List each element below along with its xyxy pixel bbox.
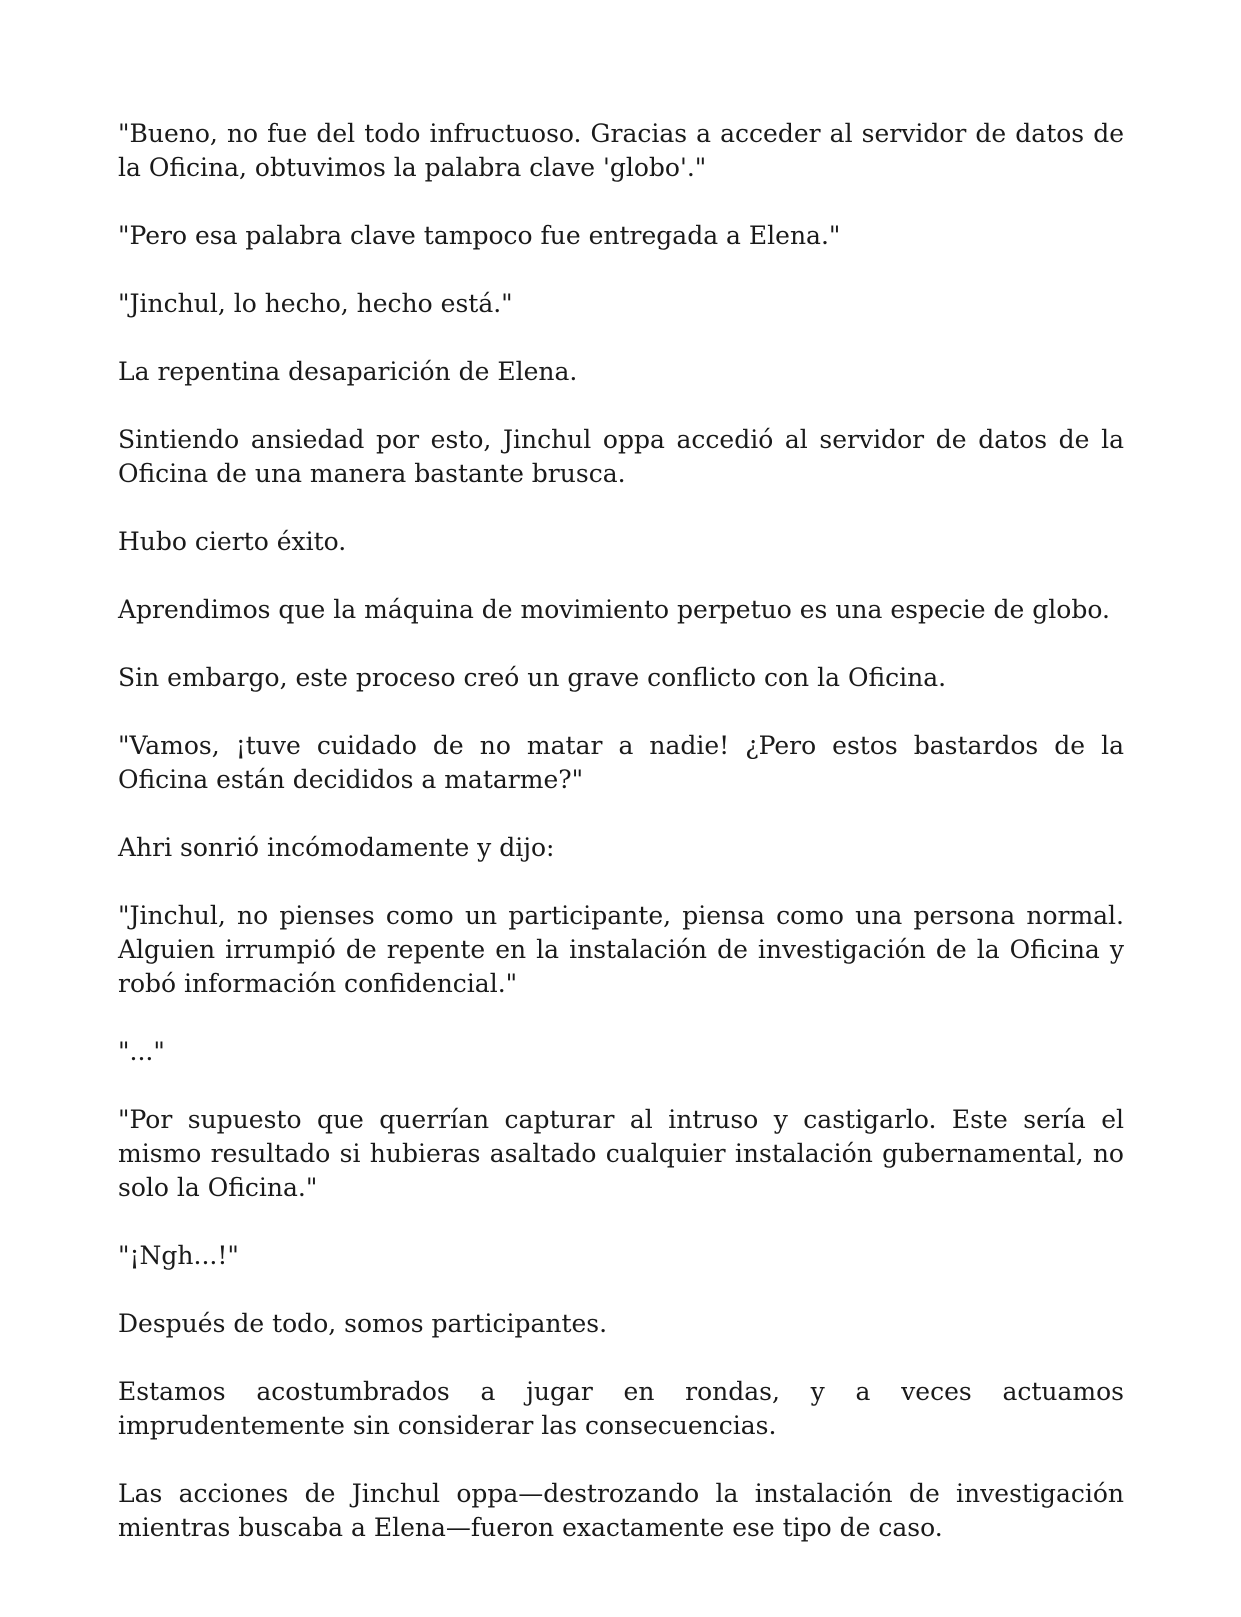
paragraph-12: "..." bbox=[118, 1037, 165, 1066]
paragraph-6: Hubo cierto éxito. bbox=[118, 527, 347, 556]
paragraph-13: "Por supuesto que querrían capturar al intruso y castigarlo. Este sería el mismo resultado si hubieras asaltado cualquier instalación gubernamental, no solo la Oficina." bbox=[118, 1105, 1124, 1202]
paragraph-1: "Bueno, no fue del todo infructuoso. Gracias a acceder al servidor de datos de la Oficina, obtuvimos la palabra clave 'globo'." bbox=[118, 119, 1124, 182]
paragraph-8: Sin embargo, este proceso creó un grave conflicto con la Oficina. bbox=[118, 663, 947, 692]
paragraph-4: La repentina desaparición de Elena. bbox=[118, 357, 578, 386]
paragraph-7: Aprendimos que la máquina de movimiento perpetuo es una especie de globo. bbox=[118, 595, 1110, 624]
paragraph-16: Estamos acostumbrados a jugar en rondas, y a veces actuamos imprudentemente sin considerar las consecuencias. bbox=[118, 1377, 1124, 1440]
paragraph-2: "Pero esa palabra clave tampoco fue entregada a Elena." bbox=[118, 221, 841, 250]
paragraph-10: Ahri sonrió incómodamente y dijo: bbox=[118, 833, 555, 862]
document-page bbox=[118, 117, 1124, 1545]
paragraph-17: Las acciones de Jinchul oppa—destrozando la instalación de investigación mientras buscaba a Elena—fueron exactamente ese tipo de caso. bbox=[118, 1479, 1124, 1542]
paragraph-11: "Jinchul, no pienses como un participante, piensa como una persona normal. Alguien irrumpió de repente en la instalación de investigación de la Oficina y robó información confidencial." bbox=[118, 901, 1124, 998]
paragraph-9: "Vamos, ¡tuve cuidado de no matar a nadie! ¿Pero estos bastardos de la Oficina están decididos a matarme?" bbox=[118, 731, 1124, 794]
paragraph-15: Después de todo, somos participantes. bbox=[118, 1309, 608, 1338]
paragraph-3: "Jinchul, lo hecho, hecho está." bbox=[118, 289, 513, 318]
paragraph-14: "¡Ngh...!" bbox=[118, 1241, 239, 1270]
paragraph-5: Sintiendo ansiedad por esto, Jinchul oppa accedió al servidor de datos de la Oficina de una manera bastante brusca. bbox=[118, 425, 1124, 488]
